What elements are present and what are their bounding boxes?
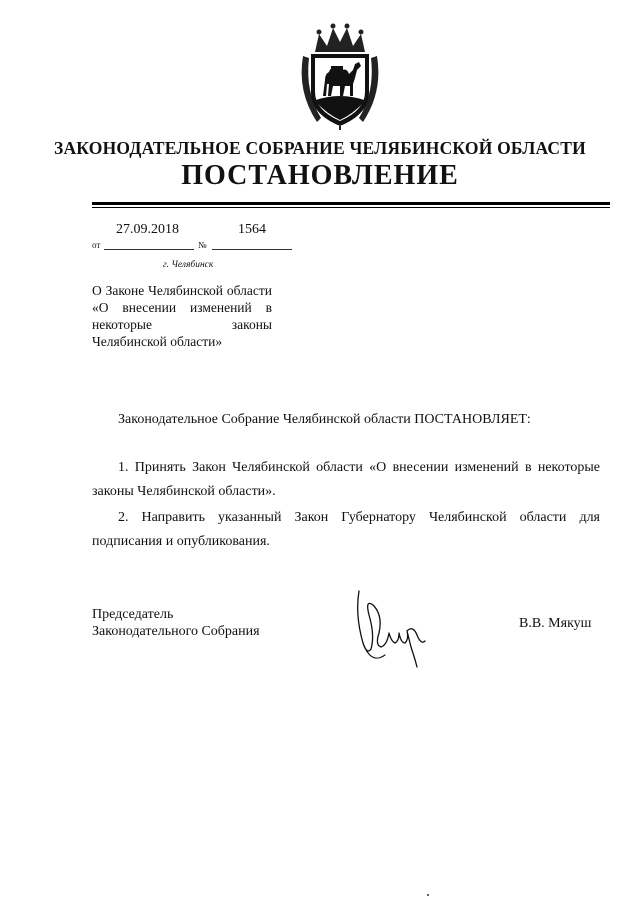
- scan-speck: [427, 894, 429, 896]
- number-label: №: [198, 240, 207, 250]
- document-date: 27.09.2018: [116, 222, 179, 237]
- resolution-item: 2. Направить указанный Закон Губернатору Челябинской области для подписания и опубликования.: [92, 510, 600, 549]
- header-rule-thin: [92, 207, 610, 208]
- signer-role: [92, 606, 260, 640]
- number-underline: [212, 249, 292, 250]
- city-label: г. Челябинск: [163, 260, 214, 270]
- resolution-preamble: Законодательное Собрание Челябинской области ПОСТАНОВЛЯЕТ:: [118, 412, 531, 427]
- coat-of-arms-icon: [295, 22, 385, 132]
- document-subject: О Законе Челябинской области «О внесении изменений в некоторые законы Челябинской области»: [92, 283, 272, 349]
- document-type-title: ПОСТАНОВЛЕНИЕ: [181, 160, 459, 191]
- signer-role-line-1: Председатель: [92, 607, 174, 622]
- document-number: 1564: [238, 222, 266, 237]
- signer-name: В.В. Мякуш: [519, 616, 592, 631]
- header-rule-thick: [92, 202, 610, 205]
- resolution-item: 1. Принять Закон Челябинской области «О внесении изменений в некоторые законы Челябинской области».: [92, 460, 600, 499]
- signer-role-line-2: Законодательного Собрания: [92, 624, 260, 639]
- date-underline: [104, 249, 194, 250]
- date-label: от: [92, 240, 101, 250]
- organization-title: ЗАКОНОДАТЕЛЬНОЕ СОБРАНИЕ ЧЕЛЯБИНСКОЙ ОБЛАСТИ: [54, 138, 586, 158]
- handwritten-signature-icon: [345, 585, 445, 675]
